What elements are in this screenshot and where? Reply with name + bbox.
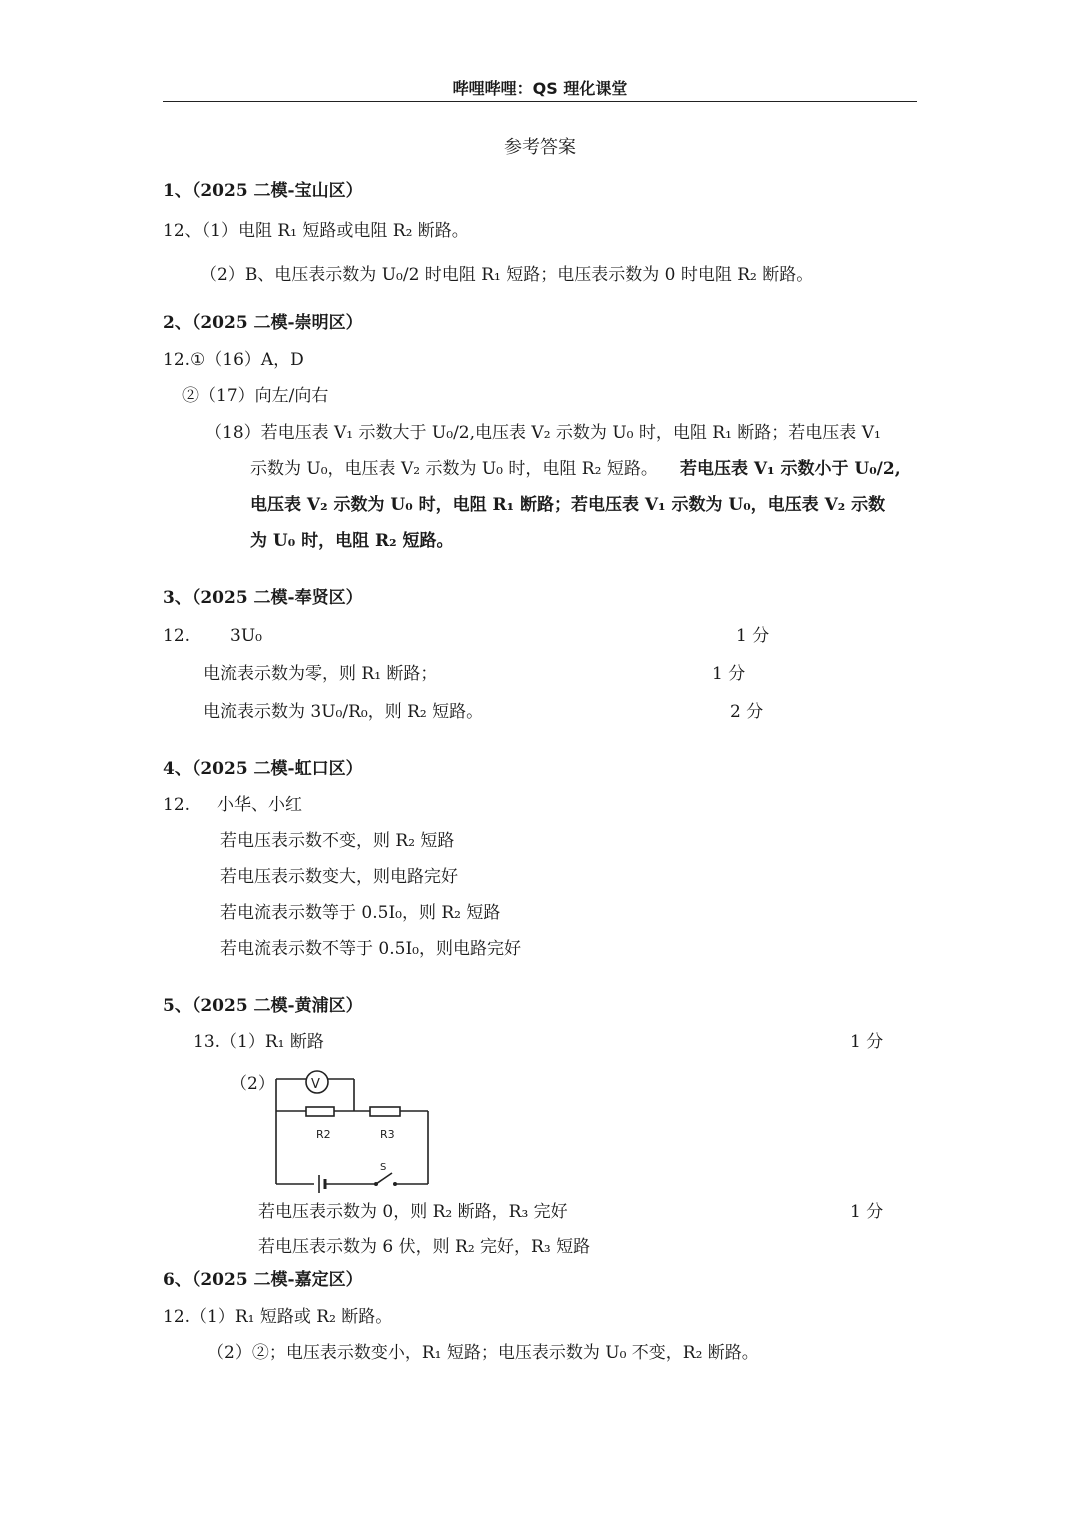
question-number: 12.: [163, 626, 191, 646]
header-divider: [163, 101, 917, 102]
resistor-r3-label: R3: [380, 1128, 395, 1141]
resistor-r2-symbol: [306, 1107, 334, 1116]
score-label: 1 分: [712, 664, 746, 684]
section-heading-6: 6、（2025 二模-嘉定区）: [163, 1270, 363, 1290]
answer-line-bold: 若电压表 V₁ 示数小于 U₀/2,: [680, 459, 901, 479]
answer-line: 12、（1）电阻 R₁ 短路或电阻 R₂ 断路。: [163, 221, 469, 241]
answer-line: 小华、小红: [217, 795, 302, 815]
score-label: 1 分: [850, 1032, 884, 1052]
answer-line: 若电流表示数等于 0.5I₀，则 R₂ 短路: [220, 903, 501, 923]
answer-line: 3U₀: [230, 626, 262, 646]
answer-line: 若电压表示数为 0，则 R₂ 断路，R₃ 完好: [258, 1202, 568, 1222]
section-heading-2: 2、（2025 二模-崇明区）: [163, 313, 363, 333]
answer-line: （2）B、电压表示数为 U₀/2 时电阻 R₁ 短路；电压表示数为 0 时电阻 R₂ 断路。: [200, 265, 814, 285]
answer-line: 若电流表示数不等于 0.5I₀，则电路完好: [220, 939, 521, 959]
answer-line: （2）②；电压表示数变小，R₁ 短路；电压表示数为 U₀ 不变，R₂ 断路。: [207, 1343, 759, 1363]
section-heading-4: 4、（2025 二模-虹口区）: [163, 759, 363, 779]
score-label: 2 分: [730, 702, 764, 722]
answer-line: 示数为 U₀，电压表 V₂ 示数为 U₀ 时，电阻 R₂ 短路。: [250, 459, 658, 479]
section-heading-1: 1、（2025 二模-宝山区）: [163, 181, 363, 201]
switch-label: S: [380, 1162, 387, 1173]
answer-line: （2）: [230, 1074, 275, 1094]
page-header: 哔哩哔哩：QS 理化课堂: [452, 79, 628, 98]
resistor-r2-label: R2: [316, 1128, 331, 1141]
page-title: 参考答案: [504, 137, 576, 158]
voltmeter-label: V: [311, 1077, 320, 1092]
answer-line: 若电压表示数为 6 伏，则 R₂ 完好，R₃ 短路: [258, 1237, 591, 1257]
answer-line: （18）若电压表 V₁ 示数大于 U₀/2,电压表 V₂ 示数为 U₀ 时，电阻 R₁ 断路；若电压表 V₁: [205, 423, 881, 443]
answer-line-bold: 电压表 V₂ 示数为 U₀ 时，电阻 R₁ 断路；若电压表 V₁ 示数为 U₀，电压表 V₂ 示数: [250, 495, 886, 515]
resistor-r3-symbol: [370, 1107, 400, 1116]
section-heading-3: 3、（2025 二模-奉贤区）: [163, 588, 363, 608]
answer-line: 12.①（16）A，D: [163, 350, 304, 370]
answer-line: 13.（1）R₁ 断路: [193, 1032, 324, 1052]
switch-contact: [374, 1182, 378, 1186]
switch-symbol: [376, 1173, 392, 1184]
circuit-diagram: [270, 1068, 440, 1198]
question-number: 12.: [163, 795, 191, 815]
answer-line: ②（17）向左/向右: [182, 386, 329, 406]
switch-contact: [393, 1182, 397, 1186]
answer-line: 若电压表示数不变，则 R₂ 短路: [220, 831, 455, 851]
answer-line: 若电压表示数变大，则电路完好: [220, 867, 458, 887]
score-label: 1 分: [850, 1202, 884, 1222]
answer-line: 电流表示数为零，则 R₁ 断路；: [203, 664, 438, 684]
score-label: 1 分: [736, 626, 770, 646]
answer-line: 电流表示数为 3U₀/R₀，则 R₂ 短路。: [203, 702, 484, 722]
section-heading-5: 5、（2025 二模-黄浦区）: [163, 996, 363, 1016]
answer-line-bold: 为 U₀ 时，电阻 R₂ 短路。: [250, 531, 454, 551]
answer-line: 12.（1）R₁ 短路或 R₂ 断路。: [163, 1307, 393, 1327]
